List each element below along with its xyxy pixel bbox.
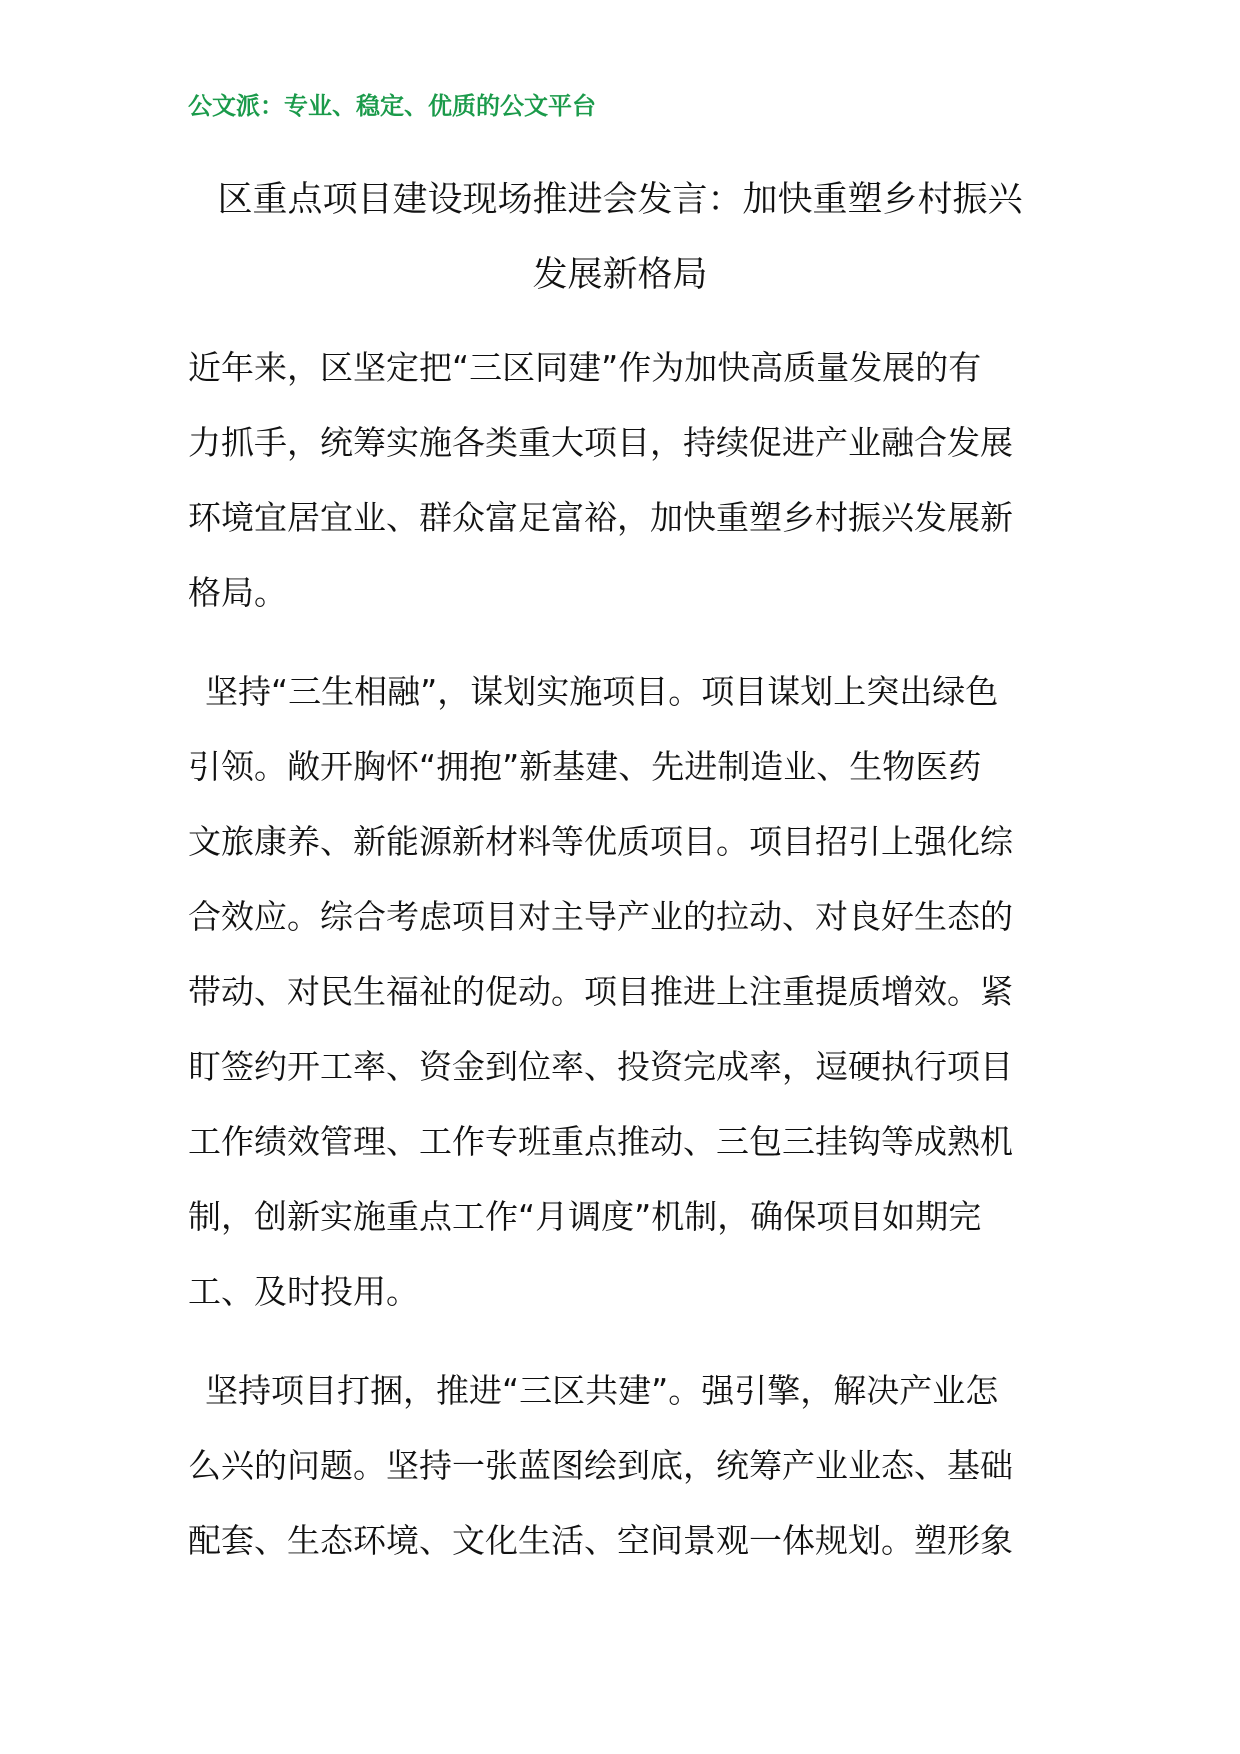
text-line: 坚持“三生相融”，谋划实施项目。项目谋划上突出绿色 xyxy=(205,672,999,711)
document-body xyxy=(188,330,1058,1602)
paragraph-section-1 xyxy=(188,654,1058,1329)
document-title xyxy=(188,162,1052,312)
paragraph-section-2 xyxy=(188,1353,1058,1578)
text-line: 力抓手，统筹实施各类重大项目，持续促进产业融合发展 xyxy=(188,423,1013,462)
header-banner: 公文派：专业、稳定、优质的公文平台 xyxy=(188,92,596,120)
text-line: 坚持项目打捆，推进“三区共建”。强引擎，解决产业怎 xyxy=(205,1371,999,1410)
text-line: 环境宜居宜业、群众富足富裕，加快重塑乡村振兴发展新 xyxy=(188,498,1013,537)
text-line: 配套、生态环境、文化生活、空间景观一体规划。塑形象 xyxy=(188,1521,1013,1560)
title-line-1: 区重点项目建设现场推进会发言：加快重塑乡村振兴 xyxy=(217,180,1023,220)
title-line-2: 发展新格局 xyxy=(532,255,708,295)
text-line: 盯签约开工率、资金到位率、投资完成率，逗硬执行项目 xyxy=(188,1047,1013,1086)
text-line: 带动、对民生福祉的促动。项目推进上注重提质增效。紧 xyxy=(188,972,1013,1011)
text-line: 制，创新实施重点工作“月调度”机制，确保项目如期完 xyxy=(188,1197,982,1236)
text-line: 格局。 xyxy=(188,573,287,612)
text-line: 文旅康养、新能源新材料等优质项目。项目招引上强化综 xyxy=(188,822,1013,861)
paragraph-intro xyxy=(188,330,1058,630)
text-line: 么兴的问题。坚持一张蓝图绘到底，统筹产业业态、基础 xyxy=(188,1446,1013,1485)
text-line: 引领。敞开胸怀“拥抱”新基建、先进制造业、生物医药 xyxy=(188,747,982,786)
text-line: 工、及时投用。 xyxy=(188,1272,419,1311)
text-line: 工作绩效管理、工作专班重点推动、三包三挂钩等成熟机 xyxy=(188,1122,1013,1161)
text-line: 近年来，区坚定把“三区同建”作为加快高质量发展的有 xyxy=(188,348,982,387)
text-line: 合效应。综合考虑项目对主导产业的拉动、对良好生态的 xyxy=(188,897,1013,936)
